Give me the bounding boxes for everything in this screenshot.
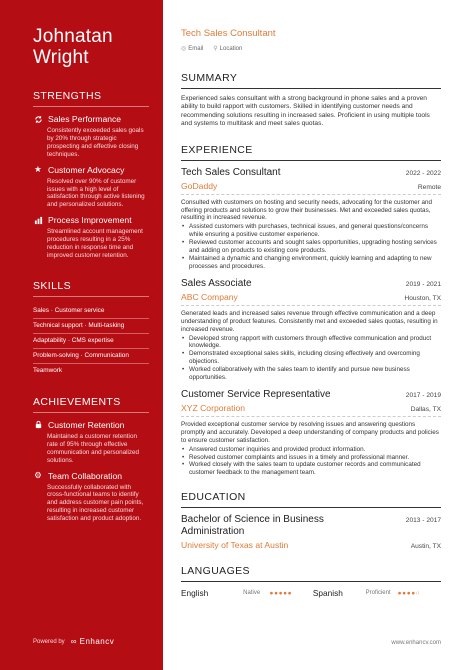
education-item — [181, 514, 441, 550]
education-title: EDUCATION — [181, 491, 441, 508]
languages-title: LANGUAGES — [181, 565, 441, 582]
summary-title: SUMMARY — [181, 72, 441, 89]
achievements-title: ACHIEVEMENTS — [33, 396, 149, 413]
language-level: Proficient — [365, 590, 391, 597]
star-icon: ★ — [34, 164, 42, 175]
location-item: ⚲ Location — [213, 46, 243, 52]
divider — [181, 416, 441, 417]
summary-text: Experienced sales consultant with a strong background in phone sales and a proven ability to build rapport with customers. Skilled in identifying customer needs and recommending solutions resulting in increased sales. Proficient in using multiple tools and systems to multitask and meet sales quotas. — [181, 95, 430, 128]
strength-desc: Consistently exceeded sales goals by 20% through strategic prospecting and effective closing techniques. — [47, 127, 144, 158]
gear-icon: ⚙ — [34, 470, 42, 480]
skills-section — [33, 280, 149, 378]
divider — [181, 194, 441, 195]
company: XYZ Corporation — [181, 402, 246, 413]
location-pin-icon: ⚲ — [213, 46, 218, 52]
skill: CMS expertise — [71, 336, 114, 344]
email-icon: ◎ — [181, 46, 187, 52]
bullet: • Worked collaboratively with the sales team to identify and pursue new business opportunities. — [181, 366, 441, 382]
strength-desc: Streamlined account management procedures resulting in a 25% reduction in response time and improved customer retention. — [47, 228, 143, 259]
date: 2022 - 2022 — [405, 169, 441, 177]
date: 2019 - 2021 — [405, 280, 441, 288]
contact-row — [181, 45, 441, 52]
bullet: • Worked closely with the sales team to update customer records and communicated customer feedback to the management team. — [181, 461, 441, 477]
skill-row: Technical support · Multi-tasking — [33, 319, 149, 334]
language-name: English — [181, 588, 209, 599]
sidebar — [0, 0, 163, 670]
strengths-section — [33, 90, 149, 260]
bullet: • Answered customer inquiries and provided product information. — [181, 446, 441, 454]
bullet: • Assisted customers with purchases, technical issues, and general questions/concerns while ensuring a positive customer experience. — [181, 223, 441, 239]
experience-title: EXPERIENCE — [181, 144, 441, 161]
achievement-title: Customer Retention — [48, 419, 125, 430]
experience-item — [181, 167, 441, 271]
rating-dots: ●●●●● — [269, 589, 293, 597]
skill: Multi-tasking — [88, 321, 125, 329]
achievement-desc: Maintained a customer retention rate of 95% through effective communication and personalized solutions. — [47, 432, 140, 464]
skill: Communication — [84, 351, 129, 359]
date: 2017 - 2019 — [405, 391, 441, 399]
skill: Teamwork — [33, 366, 63, 374]
main-content — [181, 28, 441, 598]
skill: Sales — [33, 306, 49, 314]
languages-row — [181, 588, 441, 598]
strength-title: Customer Advocacy — [48, 164, 125, 175]
footer-url[interactable]: www.enhancv.com — [391, 640, 441, 646]
skill: Technical support — [33, 321, 83, 329]
chart-icon — [33, 215, 43, 225]
lock-icon — [33, 420, 43, 430]
strength-item — [33, 114, 149, 159]
headline-title: Tech Sales Consultant — [181, 28, 276, 39]
bullet: • Demonstrated exceptional sales skills, including closing effectively and overcoming objections. — [181, 350, 441, 366]
bullet-list — [181, 335, 441, 382]
bullet: • Maintained a dynamic and changing environment, quickly learning and adapting to new processes and procedures. — [181, 255, 441, 271]
bullet: • Resolved customer complaints and issues in a timely and professional manner. — [181, 454, 441, 462]
location: Austin, TX — [410, 543, 441, 551]
achievement-item — [33, 420, 149, 465]
strength-item — [33, 165, 149, 210]
language-name: Spanish — [312, 588, 343, 599]
divider — [181, 305, 441, 306]
skill: Adaptability — [33, 336, 67, 344]
sync-icon — [33, 114, 43, 124]
powered-label: Powered by — [33, 638, 65, 645]
strengths-title: STRENGTHS — [33, 90, 149, 107]
location: Dallas, TX — [410, 405, 441, 413]
achievement-desc: Successfully collaborated with cross-functional teams to identify and address customer pain points, resulting in increased customer satisfaction and product adoption. — [47, 483, 144, 523]
skills-title: SKILLS — [33, 280, 149, 297]
achievements-section — [33, 396, 149, 523]
skill-row: Adaptability · CMS expertise — [33, 334, 149, 349]
skill: Problem-solving — [33, 351, 79, 359]
strength-desc: Resolved over 90% of customer issues with a high level of satisfaction through active listening and personalized solutions. — [47, 177, 145, 209]
degree: Bachelor of Science in Business Administration — [181, 514, 324, 538]
rating-dots: ●●●●○ — [397, 589, 421, 597]
bullet: • Developed strong rapport with customers through effective communication and product knowledge. — [181, 335, 441, 351]
experience-item — [181, 389, 441, 477]
powered-by — [33, 637, 114, 646]
skill-row — [33, 364, 149, 378]
bullet-list — [181, 446, 441, 478]
company: GoDaddy — [181, 180, 218, 191]
role: Tech Sales Consultant — [181, 166, 281, 178]
achievement-item — [33, 471, 149, 524]
strength-title: Sales Performance — [48, 114, 122, 124]
description: Provided exceptional customer service by resolving issues and answering questions promptly and accurately. Developed a deep understanding of company products and policies to ensure customer satisfaction. — [181, 420, 439, 444]
description: Consulted with customers on hosting and security needs, advocating for the customer and offering products and solutions to grow their businesses. Met and exceeded sales quotas, resulting in increased revenue. — [181, 198, 432, 222]
school: University of Texas at Austin — [181, 540, 289, 551]
strength-title: Process Improvement — [48, 215, 132, 226]
experience-item — [181, 278, 441, 382]
role: Sales Associate — [181, 277, 252, 289]
location: Houston, TX — [404, 294, 441, 302]
email-item[interactable]: ◎ Email — [181, 46, 204, 52]
achievement-title: Team Collaboration — [48, 470, 123, 481]
role: Customer Service Representative — [181, 388, 331, 400]
company: ABC Company — [181, 291, 238, 302]
skill: Customer service — [54, 306, 105, 314]
description: Generated leads and increased sales revenue through effective communication and a deep understanding of product features. Consistently met and exceeded sales quotas, resulting in increased revenue. — [181, 309, 438, 333]
skill-row: Problem-solving · Communication — [33, 349, 149, 364]
language-level: Native — [243, 590, 261, 597]
bullet-list — [181, 223, 441, 270]
location: Remote — [417, 183, 441, 191]
skill-row: Sales · Customer service — [33, 304, 149, 319]
date: 2013 - 2017 — [405, 517, 441, 525]
strength-item — [33, 215, 149, 260]
candidate-name: Johnatan Wright — [33, 26, 113, 68]
bullet: • Reviewed customer accounts and sought sales opportunities, upgrading hosting services and adding on products to existing core products. — [181, 239, 441, 255]
enhancv-logo: ∞ Enhancv — [70, 637, 115, 646]
